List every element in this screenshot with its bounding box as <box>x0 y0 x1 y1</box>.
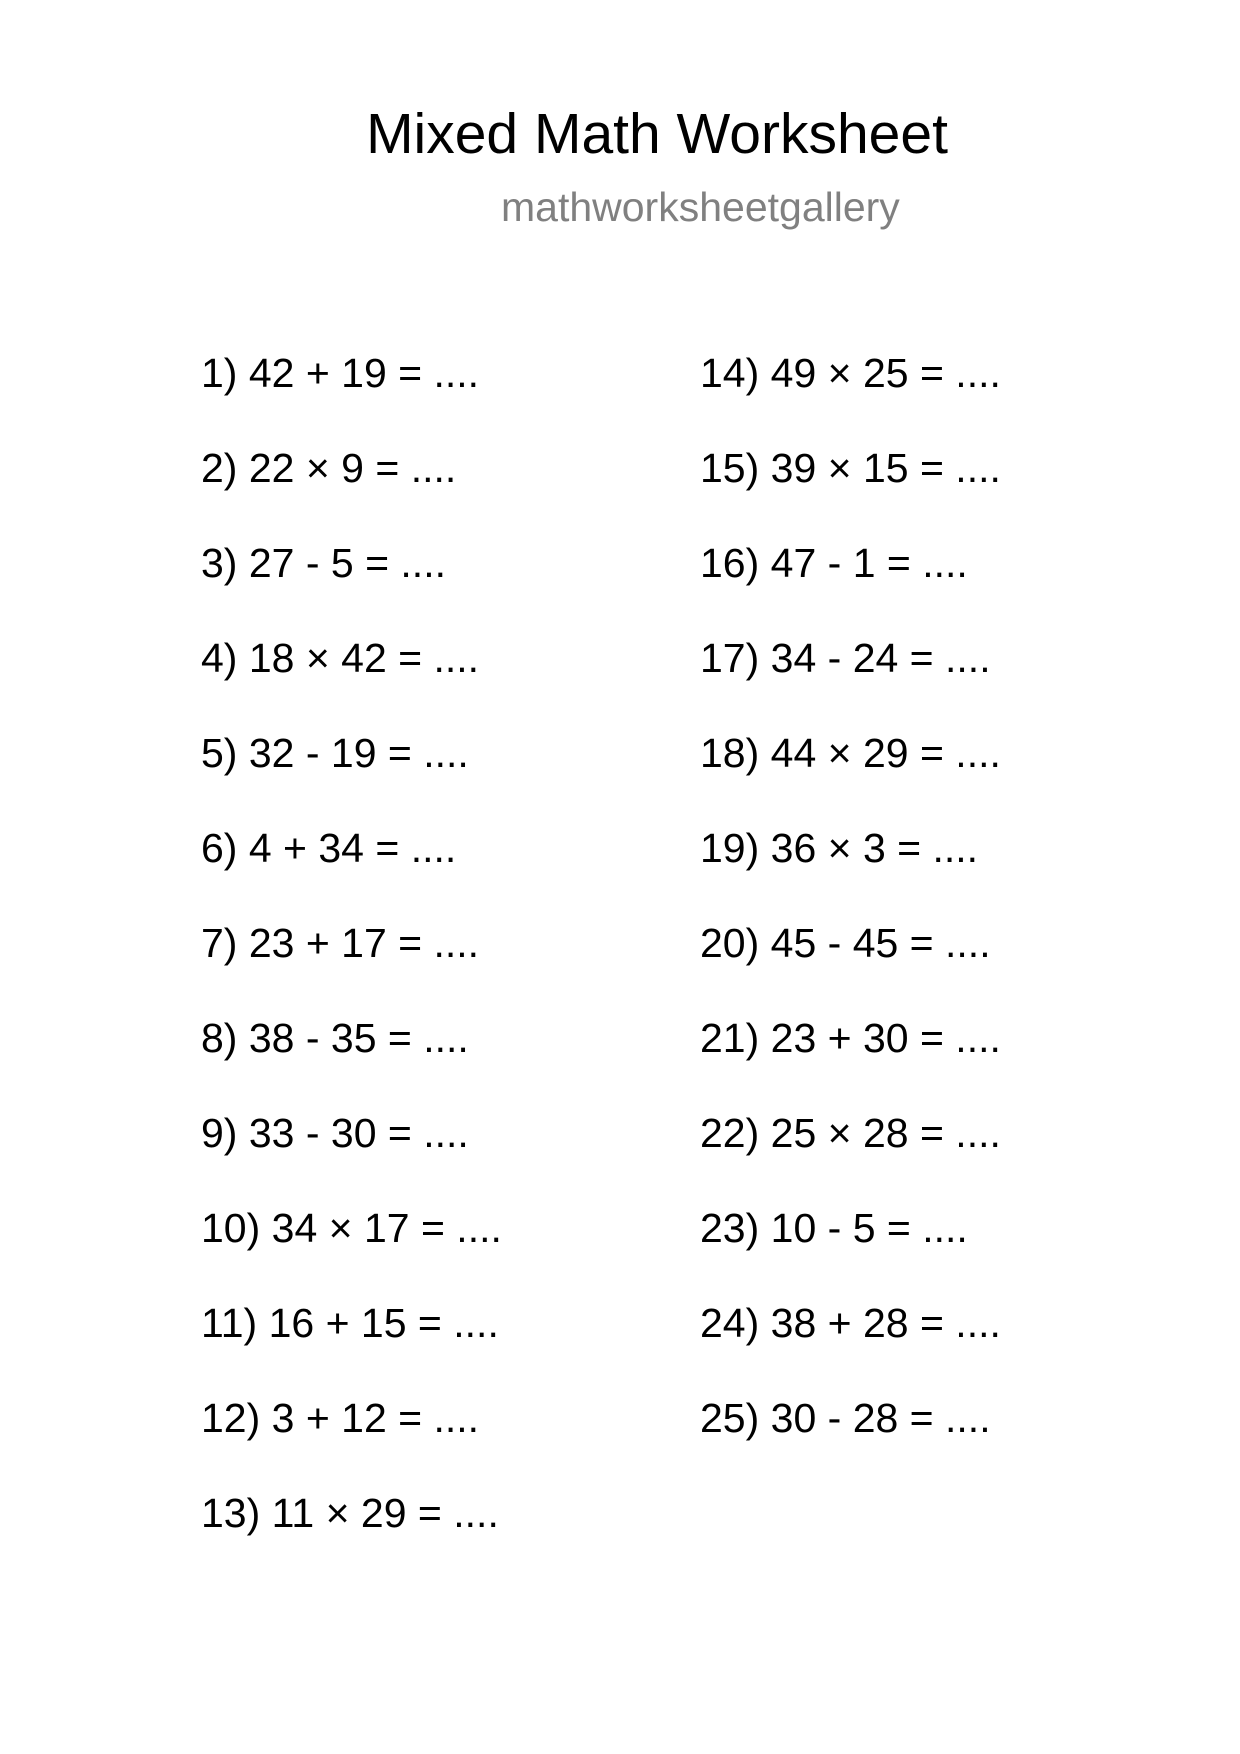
worksheet-title: Mixed Math Worksheet <box>366 102 948 166</box>
problem-item: 9) 33 - 30 = .... <box>201 1110 469 1156</box>
problem-item: 11) 16 + 15 = .... <box>201 1300 499 1346</box>
problem-item: 2) 22 × 9 = .... <box>201 445 457 491</box>
problem-item: 12) 3 + 12 = .... <box>201 1395 480 1441</box>
problem-item: 15) 39 × 15 = .... <box>700 445 1001 491</box>
problem-item: 20) 45 - 45 = .... <box>700 920 991 966</box>
problem-item: 17) 34 - 24 = .... <box>700 635 991 681</box>
worksheet-subtitle: mathworksheetgallery <box>501 184 900 230</box>
problem-item: 1) 42 + 19 = .... <box>201 350 480 396</box>
problem-item: 16) 47 - 1 = .... <box>700 540 968 586</box>
problem-item: 4) 18 × 42 = .... <box>201 635 480 681</box>
problem-item: 25) 30 - 28 = .... <box>700 1395 991 1441</box>
problem-item: 19) 36 × 3 = .... <box>700 825 979 871</box>
problem-item: 8) 38 - 35 = .... <box>201 1015 469 1061</box>
problem-item: 24) 38 + 28 = .... <box>700 1300 1001 1346</box>
problem-item: 13) 11 × 29 = .... <box>201 1490 499 1536</box>
problem-item: 21) 23 + 30 = .... <box>700 1015 1001 1061</box>
problem-item: 14) 49 × 25 = .... <box>700 350 1001 396</box>
problem-item: 5) 32 - 19 = .... <box>201 730 469 776</box>
problem-item: 10) 34 × 17 = .... <box>201 1205 502 1251</box>
problem-item: 23) 10 - 5 = .... <box>700 1205 968 1251</box>
problem-item: 3) 27 - 5 = .... <box>201 540 446 586</box>
problem-item: 6) 4 + 34 = .... <box>201 825 457 871</box>
problem-item: 22) 25 × 28 = .... <box>700 1110 1001 1156</box>
problem-item: 18) 44 × 29 = .... <box>700 730 1001 776</box>
problem-item: 7) 23 + 17 = .... <box>201 920 480 966</box>
